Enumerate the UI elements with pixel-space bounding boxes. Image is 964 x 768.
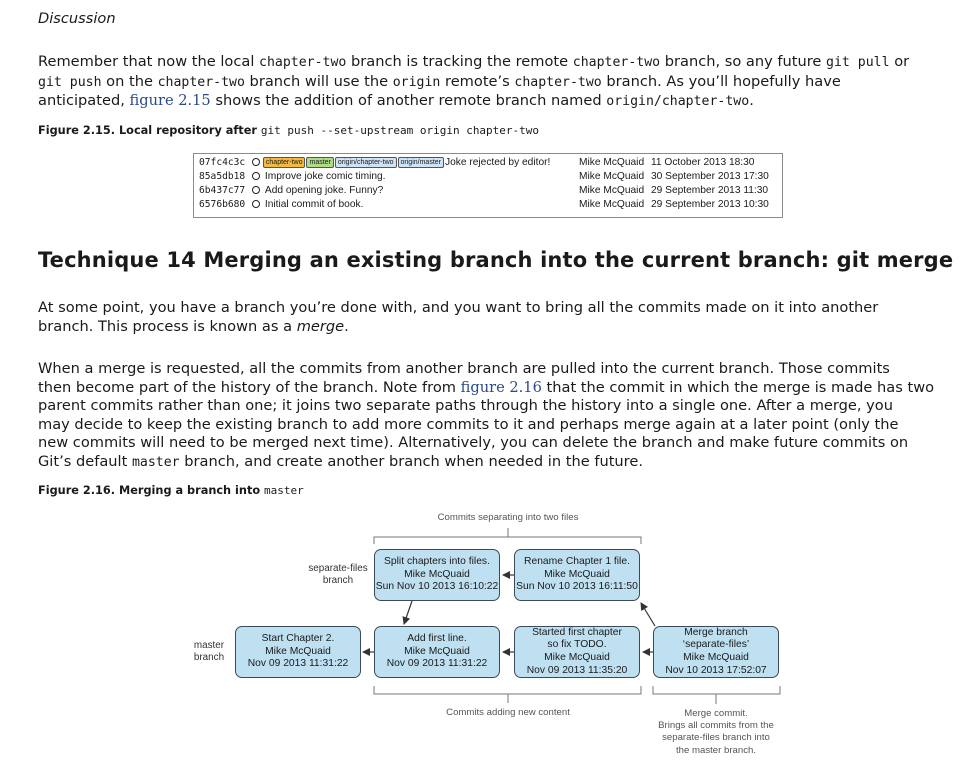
branch-tag: origin/chapter-two [335, 157, 397, 168]
log-date: 11 October 2013 18:30 [651, 157, 755, 168]
commit-node-add-first-line: Add first line. Mike McQuaid Nov 09 2013 11:31:22 [374, 626, 500, 678]
section-heading: Discussion [38, 10, 116, 27]
log-author: Mike McQuaid [579, 185, 645, 196]
figure-2-15-link[interactable]: figure 2.15 [129, 92, 211, 109]
log-row: 07fc4c3c chapter-two master origin/chapter-two origin/master Joke rejected by editor! [199, 157, 551, 168]
arrow-merge-to-rename [641, 603, 655, 626]
figure-2-16-caption: Figure 2.16. Merging a branch into master [38, 484, 304, 497]
technique-heading: Technique 14 Merging an existing branch into the current branch: git merge [38, 248, 954, 272]
commit-node-merge: Merge branch ‘separate-files’ Mike McQuaid Nov 10 2013 17:52:07 [653, 626, 779, 678]
log-row: 6b437c77 Add opening joke. Funny? [199, 185, 384, 196]
log-date: 30 September 2013 17:30 [651, 171, 769, 182]
log-author: Mike McQuaid [579, 157, 645, 168]
discussion-paragraph: Remember that now the local chapter-two branch is tracking the remote chapter-two branch, so any future git pull or git push on the chapter-two branch will use the origin remote’s chapter-two branch. As you’ll hopefully have anticipated, figure 2.15 shows the addition of another remote branch named origin/chapter-two. [38, 53, 910, 109]
commit-node-started-first-chapter: Started first chapter so fix TODO. Mike McQuaid Nov 09 2013 11:35:20 [514, 626, 640, 678]
commit-node-start-chapter-2: Start Chapter 2. Mike McQuaid Nov 09 2013 11:31:22 [235, 626, 361, 678]
commit-node-rename: Rename Chapter 1 file. Mike McQuaid Sun Nov 10 2013 16:11:50 [514, 549, 640, 601]
figure-2-15-caption: Figure 2.15. Local repository after git push --set-upstream origin chapter-two [38, 124, 540, 137]
branch-tag: chapter-two [263, 157, 306, 168]
log-date: 29 September 2013 11:30 [651, 185, 769, 196]
log-row: 6576b680 Initial commit of book. [199, 199, 364, 210]
branch-tag: origin/master [398, 157, 444, 168]
log-date: 29 September 2013 10:30 [651, 199, 769, 210]
bottom-bracket-label: Commits adding new content [446, 707, 570, 718]
commit-node-split: Split chapters into files. Mike McQuaid Sun Nov 10 2013 16:10:22 [374, 549, 500, 601]
bottom-bracket [374, 686, 641, 694]
separate-files-branch-label: separate-files branch [308, 563, 368, 587]
log-author: Mike McQuaid [579, 199, 645, 210]
merge-bracket [653, 686, 780, 694]
log-row: 85a5db18 Improve joke comic timing. [199, 171, 386, 182]
log-author: Mike McQuaid [579, 171, 645, 182]
top-bracket-label: Commits separating into two files [437, 512, 579, 523]
master-branch-label: master branch [193, 640, 225, 664]
merge-commit-note: Merge commit. Brings all commits from the separate-files branch into the master branch. [658, 708, 774, 756]
merge-intro-paragraph: At some point, you have a branch you’re done with, and you want to bring all the commits made on it into another branch. This process is known as a merge. [38, 299, 879, 335]
branch-tag: master [306, 157, 333, 168]
top-bracket [374, 537, 641, 544]
arrow-split-to-addline [404, 601, 412, 624]
merge-details-paragraph: When a merge is requested, all the commits from another branch are pulled into the current branch. Those commits then become part of the history of the branch. Note from figure 2.16 that the commit in which the merge is made has two parent commits rather than one; it joins two separate paths through the history into a single one. After a merge, you may decide to keep the existing branch to add more commits to it and perhaps merge again at a later point (only the new commits will need to be merged next time). Alternatively, you can delete the branch and make future commits on Git’s default master branch, and create another branch when needed in the future. [38, 360, 935, 470]
figure-2-16-link[interactable]: figure 2.16 [460, 378, 542, 396]
